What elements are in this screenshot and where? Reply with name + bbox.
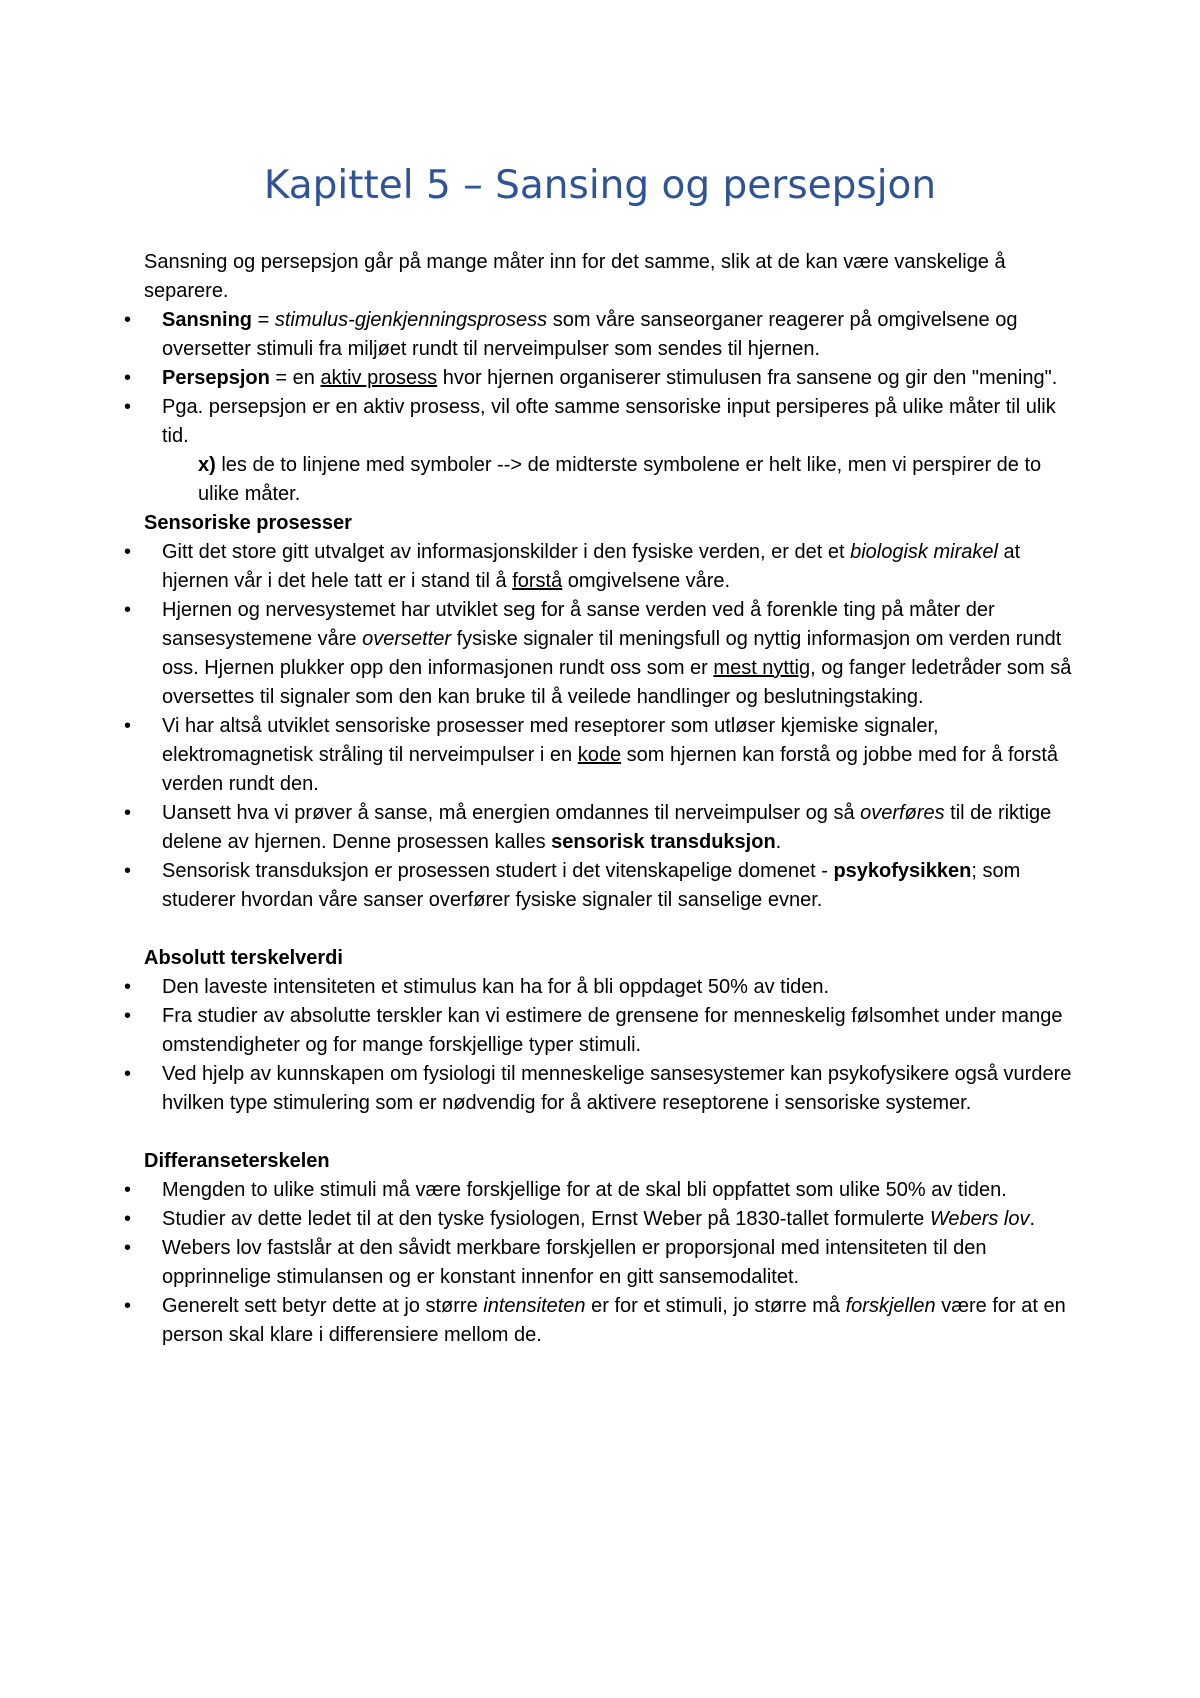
definition-list xyxy=(124,306,1074,451)
list-item: • Sansning = stimulus-gjenkjenningsprosess som våre sanseorganer reagerer på omgivelsene og oversetter stimuli fra miljøet rundt til nerveimpulser som sendes til hjernen. xyxy=(144,306,1074,364)
intro-paragraph: Sansning og persepsjon går på mange måter inn for det samme, slik at de kan være vanskelige å separere. xyxy=(144,251,1006,302)
list-item: • Webers lov fastslår at den såvidt merkbare forskjellen er proporsjonal med intensiteten til den opprinnelige stimulansen og er konstant innenfor en gitt sansemodalitet. xyxy=(144,1234,1074,1292)
list-item: • Gitt det store gitt utvalget av informasjonskilder i den fysiske verden, er det et biologisk mirakel at hjernen vår i det hele tatt er i stand til å forstå omgivelsene våre. xyxy=(144,538,1074,596)
bullet-icon: • xyxy=(124,802,132,824)
list-item: • Ved hjelp av kunnskapen om fysiologi til menneskelige sansesystemer kan psykofysikere også vurdere hvilken type stimulering som er nødvendig for å aktivere reseptorene i sensoriske systemer. xyxy=(144,1060,1074,1118)
list-item: • Hjernen og nervesystemet har utviklet seg for å sanse verden ved å forenkle ting på måter der sansesystemene våre oversetter fysiske signaler til meningsfull og nyttig informasjon om verden rundt oss. Hjernen plukker opp den informasjonen rundt oss som er mest nyttig, og fanger ledetråder som så oversettes til signaler som den kan bruke til å veilede handlinger og beslutningstaking. xyxy=(144,596,1074,712)
page-title: Kapittel 5 – Sansing og persepsjon xyxy=(263,163,937,208)
bullet-icon: • xyxy=(124,309,132,331)
bullet-icon: • xyxy=(124,1179,132,1201)
bullet-icon: • xyxy=(124,599,132,621)
bullet-icon: • xyxy=(124,1005,132,1027)
list-item: • Uansett hva vi prøver å sanse, må energien omdannes til nerveimpulser og så overføres til de riktige delene av hjernen. Denne prosessen kalles sensorisk transduksjon. xyxy=(144,799,1074,857)
bullet-icon: • xyxy=(124,976,132,998)
bullet-icon: • xyxy=(124,715,132,737)
list-item: • Generelt sett betyr dette at jo større intensiteten er for et stimuli, jo større må forskjellen være for at en person skal klare i differensiere mellom de. xyxy=(144,1292,1074,1350)
section-heading: Sensoriske prosesser xyxy=(144,512,352,534)
sensoriske-list xyxy=(124,538,1074,915)
list-item: • Pga. persepsjon er en aktiv prosess, vil ofte samme sensoriske input persiperes på ulike måter til ulik tid. xyxy=(144,393,1074,451)
bullet-icon: • xyxy=(124,1237,132,1259)
bullet-icon: • xyxy=(124,1295,132,1317)
document-body xyxy=(124,248,1074,1350)
section-heading: Absolutt terskelverdi xyxy=(144,947,343,969)
bullet-icon: • xyxy=(124,1208,132,1230)
list-item: • Sensorisk transduksjon er prosessen studert i det vitenskapelige domenet - psykofysikken; som studerer hvordan våre sanser overfører fysiske signaler til sanselige evner. xyxy=(144,857,1074,915)
term-sansning: Sansning xyxy=(162,309,253,331)
bullet-icon: • xyxy=(124,367,132,389)
section-heading: Differanseterskelen xyxy=(144,1150,330,1172)
list-item: • Den laveste intensiteten et stimulus kan ha for å bli oppdaget 50% av tiden. xyxy=(144,973,1074,1002)
bullet-icon: • xyxy=(124,860,132,882)
example-note: x) les de to linjene med symboler --> de midterste symbolene er helt like, men vi perspirer de to ulike måter. xyxy=(198,454,1042,505)
differanse-list xyxy=(124,1176,1074,1350)
list-item: • Vi har altså utviklet sensoriske prosesser med reseptorer som utløser kjemiske signaler, elektromagnetisk stråling til nerveimpulser i en kode som hjernen kan forstå og jobbe med for å forstå verden rundt den. xyxy=(144,712,1074,799)
list-item: • Fra studier av absolutte terskler kan vi estimere de grensene for menneskelig følsomhet under mange omstendigheter og for mange forskjellige typer stimuli. xyxy=(144,1002,1074,1060)
spacer xyxy=(144,915,1074,944)
bullet-icon: • xyxy=(124,396,132,418)
list-item: • Mengden to ulike stimuli må være forskjellige for at de skal bli oppfattet som ulike 50% av tiden. xyxy=(144,1176,1074,1205)
bullet-icon: • xyxy=(124,1063,132,1085)
term-persepsjon: Persepsjon xyxy=(162,367,270,389)
absolutt-list xyxy=(124,973,1074,1118)
spacer xyxy=(144,1118,1074,1147)
list-item: • Persepsjon = en aktiv prosess hvor hjernen organiserer stimulusen fra sansene og gir den "mening". xyxy=(144,364,1074,393)
bullet-icon: • xyxy=(124,541,132,563)
list-item: • Studier av dette ledet til at den tyske fysiologen, Ernst Weber på 1830-tallet formulerte Webers lov. xyxy=(144,1205,1074,1234)
